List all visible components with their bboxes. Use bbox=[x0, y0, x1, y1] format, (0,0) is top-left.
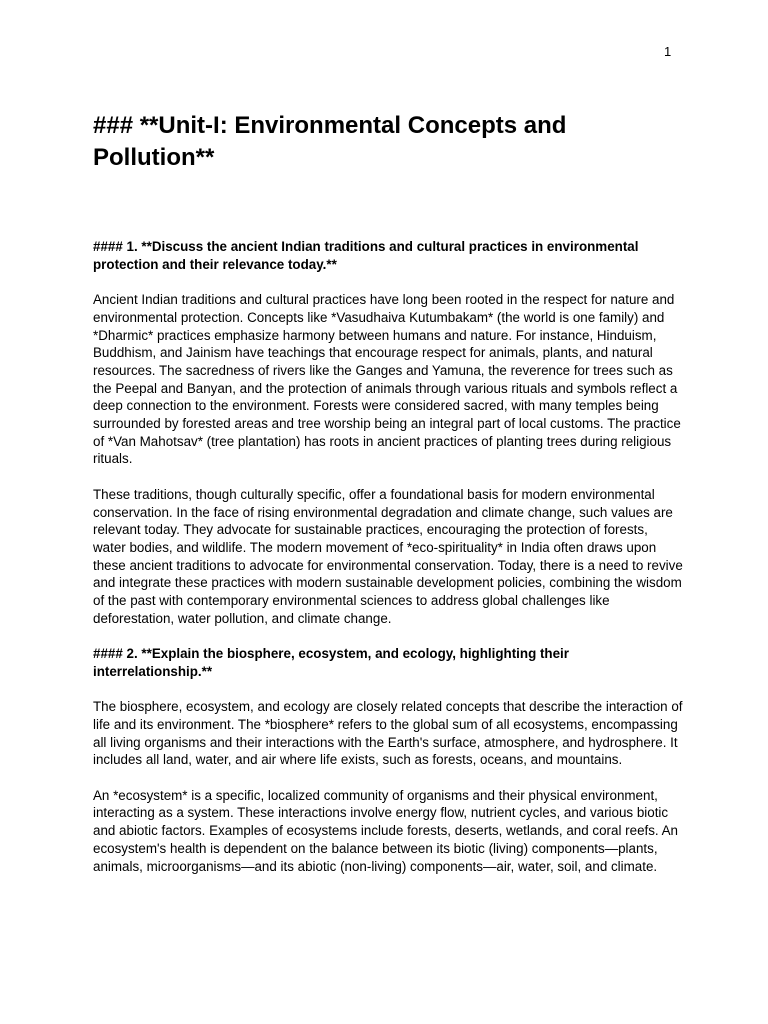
answer-paragraph-2a: The biosphere, ecosystem, and ecology are closely related concepts that describe the interaction of life and its environment. The *biosphere* refers to the global sum of all ecosystems, encompassing all living organisms and their interactions with the Earth's surface, atmosphere, and hydrosphere. It includes all land, water, and air where life exists, such as forests, oceans, and mountains. bbox=[93, 699, 683, 768]
question-heading-2: #### 2. **Explain the biosphere, ecosystem, and ecology, highlighting their interrelationship.** bbox=[93, 646, 569, 679]
document-body bbox=[93, 110, 683, 875]
unit-title: ### **Unit-I: Environmental Concepts and Pollution** bbox=[93, 112, 567, 171]
answer-paragraph-1b: These traditions, though culturally specific, offer a foundational basis for modern environmental conservation. In the face of rising environmental degradation and climate change, such values are relevant today. They advocate for sustainable practices, encouraging the protection of forests, water bodies, and wildlife. The modern movement of *eco-spirituality* in India often draws upon these ancient traditions to advocate for environmental conservation. Today, there is a need to revive and integrate these practices with modern sustainable development policies, combining the wisdom of the past with contemporary environmental sciences to address global challenges like deforestation, water pollution, and climate change. bbox=[93, 486, 683, 626]
answer-paragraph-1a: Ancient Indian traditions and cultural practices have long been rooted in the respect for nature and environmental protection. Concepts like *Vasudhaiva Kutumbakam* (the world is one family) and *Dharmic* practices emphasize harmony between humans and nature. For instance, Hinduism, Buddhism, and Jainism have teachings that encourage respect for animals, plants, and natural resources. The sacredness of rivers like the Ganges and Yamuna, the reverence for trees such as the Peepal and Banyan, and the protection of animals through various rituals and symbols reflect a deep connection to the environment. Forests were considered sacred, with many temples being surrounded by forested areas and tree worship being an integral part of local customs. The practice of *Van Mahotsav* (tree plantation) has roots in ancient practices of planting trees during religious rituals. bbox=[93, 292, 681, 467]
answer-paragraph-2b: An *ecosystem* is a specific, localized community of organisms and their physical environment, interacting as a system. These interactions involve energy flow, nutrient cycles, and various biotic and abiotic factors. Examples of ecosystems include forests, deserts, wetlands, and coral reefs. An ecosystem's health is dependent on the balance between its biotic (living) components—plants, animals, microorganisms—and its abiotic (non-living) components—air, water, soil, and climate. bbox=[93, 787, 679, 874]
question-heading-1: #### 1. **Discuss the ancient Indian traditions and cultural practices in environmental protection and their relevance today.** bbox=[93, 239, 639, 272]
page-number: 1 bbox=[664, 44, 672, 59]
